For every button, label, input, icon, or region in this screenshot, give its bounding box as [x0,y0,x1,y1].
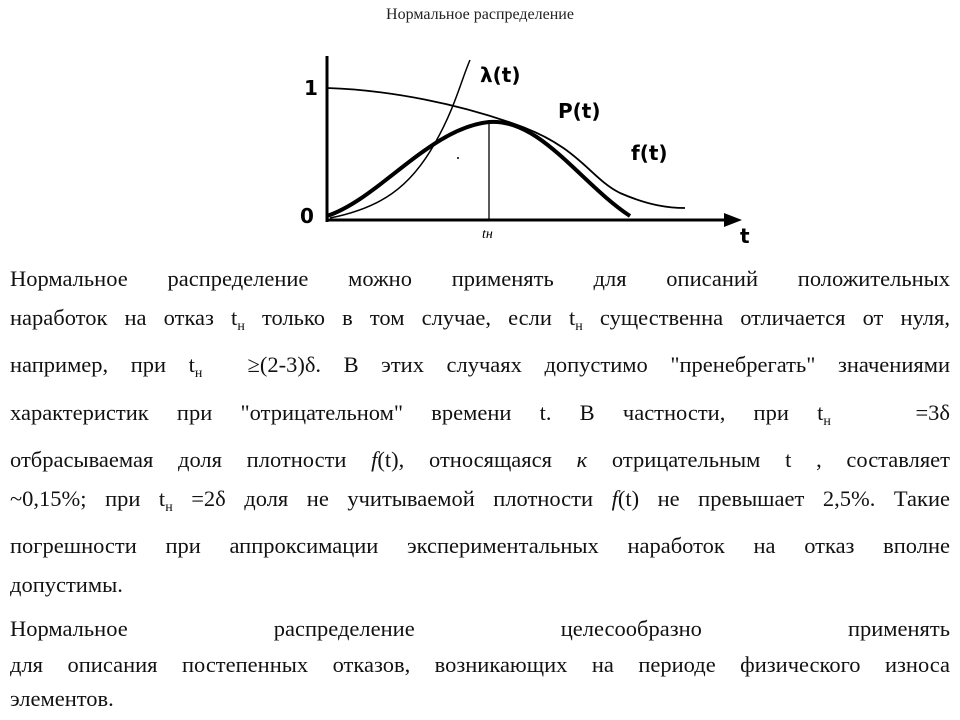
page-title: Нормальное распределение [386,6,574,23]
series-line-f [327,122,630,216]
paragraph-1-line-6: ~0,15%; при $t_н =2\delta$ доля не учитываемой плотности f(t) не превышает 2,5%. Такие [10,485,950,515]
tn-marker-label: tн [482,227,493,242]
y-tick-1: 1 [304,76,318,100]
paragraph-1-line-5: отбрасываемая доля плотности f(t), относящаяся к отрицательным t , составляет [10,447,950,472]
paragraph-2-line-3: элементов. [10,686,114,711]
y-tick-0: 0 [300,204,314,228]
paragraph-1-line-8: допустимы. [10,571,123,597]
paragraph-2 [10,610,950,716]
paragraph-1-line-3: например, при $t_н \ge(2-3)\delta$. В этих случаях допустимо "пренебрегать" значениями [10,352,951,381]
paragraph-2-line-2: для описания постепенных отказов, возникающих на периоде физического износа [10,652,950,677]
paragraph-1-line-7: погрешности при аппроксимации экспериментальных наработок на отказ вполне [10,533,950,558]
series-label-p: P(t) [558,99,601,123]
paragraph-1-line-2: наработок на отказ $t_н$ только в том случае, если $t_н$ существенна отличается от нуля, [10,304,951,334]
stray-dot [457,157,459,159]
series-label-f: f(t) [631,141,668,165]
normal-distribution-chart [290,48,770,248]
x-axis-label: t [740,224,750,248]
paragraph-1-line-4: характеристик при "отрицательном" времени t. В частности, при $t_н$ =3δ [10,399,950,429]
paragraph-1 [10,260,950,604]
paragraph-2-line-1: Нормальное распределение целесообразно применять [10,616,950,641]
series-line-lambda [330,60,470,218]
paragraph-1-line-1: Нормальное распределение можно применять для описаний положительных [10,266,950,291]
series-label-lambda: λ(t) [480,63,521,87]
